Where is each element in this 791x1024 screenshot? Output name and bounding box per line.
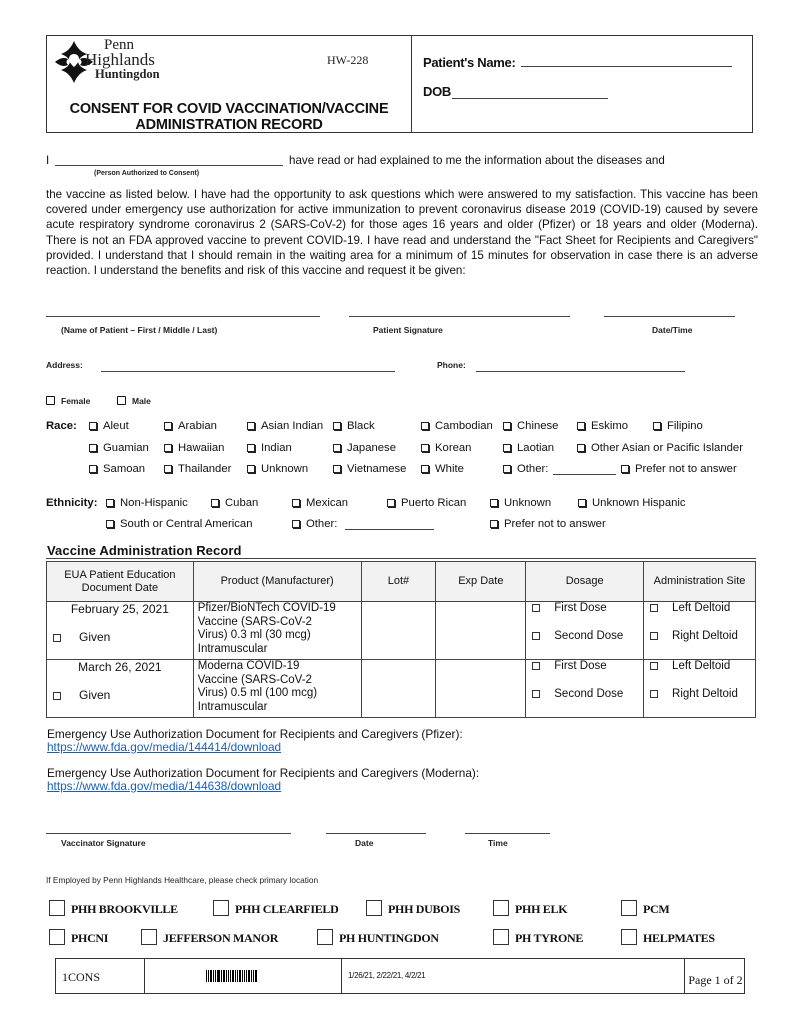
given-checkbox — [53, 634, 61, 642]
gender-option-female[interactable]: Female — [46, 396, 90, 406]
consent-body: the vaccine as listed below. I have had the opportunity to ask questions which were answered to my satisfaction. This vaccine has been covered under emergency use authorization for active immunization to prevent coronavirus disease 2019 (COVID-19) caused by severe acute respiratory syndrome coronavirus 2 (SARS-CoV-2) for those ages 16 years and older (Pfizer) or 18 years and older (Moderna). There is not an FDA approved vaccine to prevent COVID-19. I have read and understand the "Fact Sheet for Recipients and Caregivers" provided. I understand that I should remain in the waiting area for a minimum of 15 minutes for observation in case there is an adverse reaction. I understand the benefits and risk of this vaccine and request it be given: — [46, 188, 758, 278]
phone-label: Phone: — [437, 360, 466, 370]
ethnicity-option-other[interactable]: Other: — [292, 518, 337, 530]
form-code: HW-228 — [327, 53, 369, 67]
col-header-lot: Lot# — [361, 562, 436, 602]
footer-revisions-cell — [342, 959, 685, 993]
table-row — [47, 660, 756, 718]
location-option[interactable]: PHH ELK — [493, 900, 567, 917]
col-header-dosage: Dosage — [526, 562, 644, 602]
race-option[interactable]: Korean — [421, 442, 471, 454]
table-header-row — [47, 562, 756, 602]
vaccinator-time-field[interactable] — [465, 833, 550, 834]
patient-signature-field[interactable] — [349, 316, 570, 317]
doc-date: February 25, 2021 — [70, 602, 169, 616]
col-header-exp-date: Exp Date — [436, 562, 526, 602]
dosage-option-first[interactable]: First Dose — [532, 602, 606, 614]
female-checkbox[interactable] — [46, 396, 55, 405]
ethnicity-label: Ethnicity: — [46, 497, 98, 509]
site-option-left[interactable]: Left Deltoid — [650, 660, 730, 672]
site-option-right[interactable]: Right Deltoid — [650, 630, 738, 642]
location-option[interactable]: PH TYRONE — [493, 929, 583, 946]
vaccinator-signature-field[interactable] — [46, 833, 291, 834]
footer-code-cell — [56, 959, 145, 993]
given-option[interactable]: Given — [53, 630, 110, 644]
vaccinator-date-caption: Date — [355, 838, 374, 848]
ethnicity-option[interactable]: Non-Hispanic — [106, 497, 188, 509]
race-option[interactable]: Laotian — [503, 442, 554, 454]
footer-revisions: 1/26/21, 2/22/21, 4/2/21 — [348, 971, 426, 980]
race-option[interactable]: Filipino — [653, 420, 703, 432]
ethnicity-option[interactable]: Unknown — [490, 497, 551, 509]
given-checkbox — [53, 692, 61, 700]
gender-option-male[interactable]: Male — [117, 396, 151, 406]
logo-text-huntingdon: Huntingdon — [95, 67, 160, 81]
site-option-left[interactable]: Left Deltoid — [650, 602, 730, 614]
ethnicity-option[interactable]: South or Central American — [106, 518, 253, 530]
race-option[interactable]: Thailander — [164, 463, 231, 475]
race-option[interactable]: Samoan — [89, 463, 145, 475]
vaccine-record-table — [46, 561, 756, 718]
location-option[interactable]: HELPMATES — [621, 929, 715, 946]
eua-doc-pfizer-label: Emergency Use Authorization Document for Recipients and Caregivers (Pfizer): — [47, 727, 463, 741]
patient-name-caption: (Name of Patient – First / Middle / Last) — [61, 325, 218, 335]
barcode-icon — [206, 970, 257, 982]
ethnicity-other-field[interactable] — [345, 529, 434, 530]
vaccinator-date-field[interactable] — [326, 833, 426, 834]
race-option[interactable]: Eskimo — [577, 420, 628, 432]
race-other-field[interactable] — [553, 474, 616, 475]
eua-doc-moderna-label: Emergency Use Authorization Document for Recipients and Caregivers (Moderna): — [47, 766, 480, 780]
lot-field[interactable] — [361, 660, 436, 718]
race-option[interactable]: White — [421, 463, 464, 475]
location-option[interactable]: PHH BROOKVILLE — [49, 900, 178, 917]
table-row — [47, 602, 756, 660]
patient-datetime-caption: Date/Time — [652, 325, 693, 335]
employment-prompt: If Employed by Penn Highlands Healthcare, please check primary location — [46, 875, 319, 885]
race-option[interactable]: Arabian — [164, 420, 217, 432]
race-option[interactable]: Hawaiian — [164, 442, 224, 454]
person-authorized-field[interactable] — [55, 165, 283, 166]
location-option[interactable]: JEFFERSON MANOR — [141, 929, 278, 946]
vaccinator-time-caption: Time — [488, 838, 508, 848]
location-option[interactable]: PH HUNTINGDON — [317, 929, 439, 946]
male-checkbox[interactable] — [117, 396, 126, 405]
exp-date-field[interactable] — [436, 602, 526, 660]
dob-label: DOB — [423, 84, 451, 99]
race-option[interactable]: Chinese — [503, 420, 558, 432]
consent-intro-text: have read or had explained to me the information about the diseases and — [289, 154, 665, 167]
patient-signature-caption: Patient Signature — [373, 325, 443, 335]
product-info: Pfizer/BioNTech COVID-19 Vaccine (SARS-CoV-2 Virus) 0.3 ml (30 mcg) Intramuscular — [197, 602, 336, 655]
dosage-option-second[interactable]: Second Dose — [532, 688, 623, 700]
patient-name-field[interactable] — [521, 66, 732, 67]
page-title — [46, 101, 412, 133]
race-label: Race: — [46, 420, 77, 432]
location-option[interactable]: PHCNI — [49, 929, 108, 946]
race-option[interactable]: Aleut — [89, 420, 129, 432]
ethnicity-option[interactable]: Puerto Rican — [387, 497, 466, 509]
race-option[interactable]: Other Asian or Pacific Islander — [577, 442, 743, 454]
patient-name-full-field[interactable] — [46, 316, 320, 317]
address-label: Address: — [46, 360, 83, 370]
eua-doc-moderna-link[interactable]: https://www.fda.gov/media/144638/download — [47, 779, 282, 793]
doc-date: March 26, 2021 — [78, 660, 162, 674]
phone-field[interactable] — [476, 371, 685, 372]
race-option[interactable]: Asian Indian — [247, 420, 323, 432]
race-option[interactable]: Vietnamese — [333, 463, 406, 475]
section-title-vaccine-record: Vaccine Administration Record — [47, 543, 242, 558]
location-option[interactable]: PHH CLEARFIELD — [213, 900, 338, 917]
race-option[interactable]: Japanese — [333, 442, 396, 454]
logo-text-highlands: Highlands — [85, 50, 155, 69]
ethnicity-option[interactable]: Mexican — [292, 497, 348, 509]
dob-field[interactable] — [452, 98, 608, 99]
ethnicity-option[interactable]: Unknown Hispanic — [578, 497, 686, 509]
dosage-option-first[interactable]: First Dose — [532, 660, 606, 672]
race-option[interactable]: Indian — [247, 442, 292, 454]
address-field[interactable] — [101, 371, 395, 372]
race-option[interactable]: Cambodian — [421, 420, 493, 432]
footer-page-number: Page 1 of 2 — [688, 973, 743, 987]
location-option[interactable]: PHH DUBOIS — [366, 900, 460, 917]
section-divider — [46, 558, 756, 559]
race-option[interactable]: Black — [333, 420, 375, 432]
vaccinator-signature-caption: Vaccinator Signature — [61, 838, 146, 848]
location-option[interactable]: PCM — [621, 900, 669, 917]
title-line-2: ADMINISTRATION RECORD — [135, 117, 323, 133]
race-option[interactable]: Prefer not to answer — [621, 463, 737, 475]
footer-barcode-cell — [145, 959, 342, 993]
title-line-1: CONSENT FOR COVID VACCINATION/VACCINE — [69, 101, 389, 117]
eua-doc-pfizer-link[interactable]: https://www.fda.gov/media/144414/download — [47, 740, 282, 754]
col-header-site: Administration Site — [644, 562, 756, 602]
footer-code: 1CONS — [62, 970, 101, 984]
lot-field[interactable] — [361, 602, 436, 660]
race-option[interactable]: Unknown — [247, 463, 308, 475]
product-info: Moderna COVID-19 Vaccine (SARS-CoV-2 Virus) 0.5 ml (100 mcg) Intramuscular — [197, 660, 318, 713]
patient-name-label: Patient's Name: — [423, 55, 516, 70]
ethnicity-option[interactable]: Prefer not to answer — [490, 518, 606, 530]
race-option[interactable]: Guamian — [89, 442, 149, 454]
col-header-doc-date: EUA Patient Education Document Date — [47, 562, 194, 602]
col-header-product: Product (Manufacturer) — [193, 562, 361, 602]
logo-text-penn: Penn — [104, 37, 134, 53]
exp-date-field[interactable] — [436, 660, 526, 718]
given-option[interactable]: Given — [53, 688, 110, 702]
consent-prefix: I — [46, 154, 50, 167]
dosage-option-second[interactable]: Second Dose — [532, 630, 623, 642]
site-option-right[interactable]: Right Deltoid — [650, 688, 738, 700]
ethnicity-option[interactable]: Cuban — [211, 497, 258, 509]
footer-box — [55, 958, 745, 994]
person-authorized-caption: (Person Authorized to Consent) — [94, 170, 200, 177]
patient-datetime-field[interactable] — [604, 316, 735, 317]
race-option-other[interactable]: Other: — [503, 463, 548, 475]
